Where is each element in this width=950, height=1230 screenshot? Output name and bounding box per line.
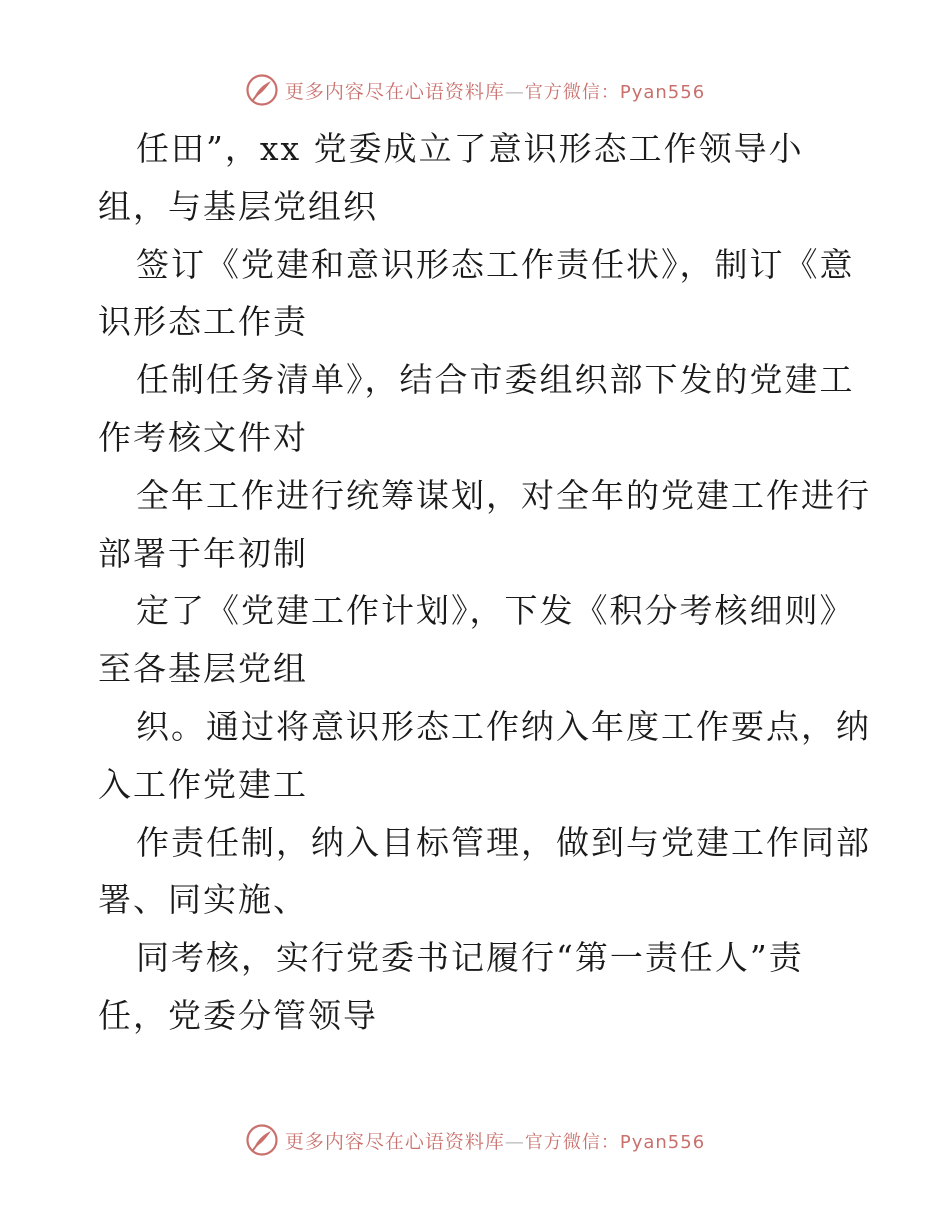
text-line: 部署于年初制 — [98, 533, 308, 573]
text-line: 至各基层党组 — [98, 649, 308, 689]
text-line: 署、同实施、 — [98, 880, 308, 920]
text-line: 织。通过将意识形态工作纳入年度工作要点，纳 — [136, 706, 871, 746]
footer-banner — [0, 1120, 950, 1160]
text-line: 任制任务清单》，结合市委组织部下发的党建工 — [136, 360, 855, 400]
text-line: 任，党委分管领导 — [98, 995, 378, 1035]
body-text — [98, 120, 871, 1045]
footer-banner-text: 更多内容尽在心语资料库—官方微信：Pyan556 — [284, 1130, 706, 1153]
header-banner — [0, 70, 950, 110]
text-line: 任田”，xx 党委成立了意识形态工作领导小 — [136, 129, 804, 168]
text-line: 作责任制，纳入目标管理，做到与党建工作同部 — [136, 822, 871, 862]
text-line: 定了《党建工作计划》，下发《积分考核细则》 — [136, 591, 855, 631]
header-banner-text: 更多内容尽在心语资料库—官方微信：Pyan556 — [284, 80, 706, 103]
quill-logo-icon — [245, 1123, 279, 1157]
quill-logo-icon — [245, 73, 279, 107]
text-line: 全年工作进行统筹谋划，对全年的党建工作进行 — [136, 475, 871, 515]
text-line: 入工作党建工 — [98, 764, 308, 804]
text-line: 组，与基层党组织 — [98, 186, 378, 226]
text-line: 识形态工作责 — [98, 302, 308, 342]
text-line: 签订《党建和意识形态工作责任状》，制订《意 — [136, 244, 855, 284]
text-line: 作考核文件对 — [98, 417, 308, 457]
text-line: 同考核，实行党委书记履行“第一责任人”责 — [136, 938, 804, 978]
